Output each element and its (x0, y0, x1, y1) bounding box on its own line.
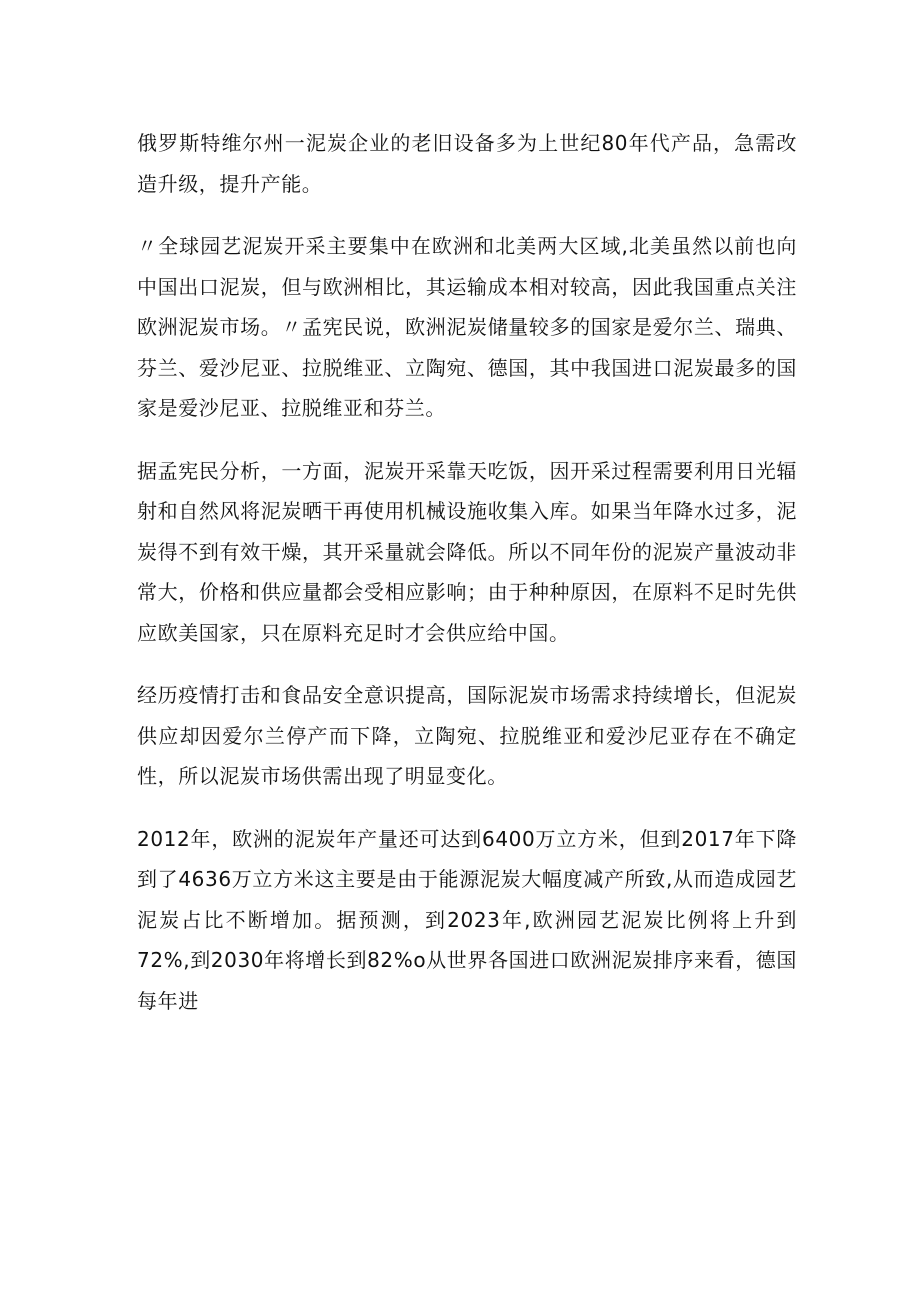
paragraph-5: 2012年，欧洲的泥炭年产量还可达到6400万立方米，但到2017年下降到了4636万立方米这主要是由于能源泥炭大幅度减产所致,从而造成园艺泥炭占比不断增加。据预测，到2023年,欧洲园艺泥炭比例将上升到72%,到2030年将增长到82%o从世界各国进口欧洲泥炭排序来看，德国每年进 (137, 826, 797, 1013)
paragraph-2: 〃全球园艺泥炭开采主要集中在欧洲和北美两大区域,北美虽然以前也向中国出口泥炭，但与欧洲相比，其运输成本相对较高，因此我国重点关注欧洲泥炭市场。〃孟宪民说，欧洲泥炭储量较多的国家是爱尔兰、瑞典、芬兰、爱沙尼亚、拉脱维亚、立陶宛、德国，其中我国进口泥炭最多的国家是爱沙尼亚、拉脱维亚和芬兰。 (137, 234, 797, 420)
paragraph-1: 俄罗斯特维尔州一泥炭企业的老旧设备多为上世纪80年代产品，急需改造升级，提升产能。 (137, 131, 797, 196)
paragraph-4: 经历疫情打击和食品安全意识提高，国际泥炭市场需求持续增长，但泥炭供应却因爱尔兰停产而下降，立陶宛、拉脱维亚和爱沙尼亚存在不确定性，所以泥炭市场供需出现了明显变化。 (137, 683, 797, 788)
document-body (137, 123, 797, 1043)
paragraph-3: 据孟宪民分析，一方面，泥炭开采靠天吃饭，因开采过程需要利用日光辐射和自然风将泥炭晒干再使用机械设施收集入库。如果当年降水过多，泥炭得不到有效干燥，其开采量就会降低。所以不同年份的泥炭产量波动非常大，价格和供应量都会受相应影响；由于种种原因，在原料不足时先供应欧美国家，只在原料充足时才会供应给中国。 (137, 458, 797, 645)
